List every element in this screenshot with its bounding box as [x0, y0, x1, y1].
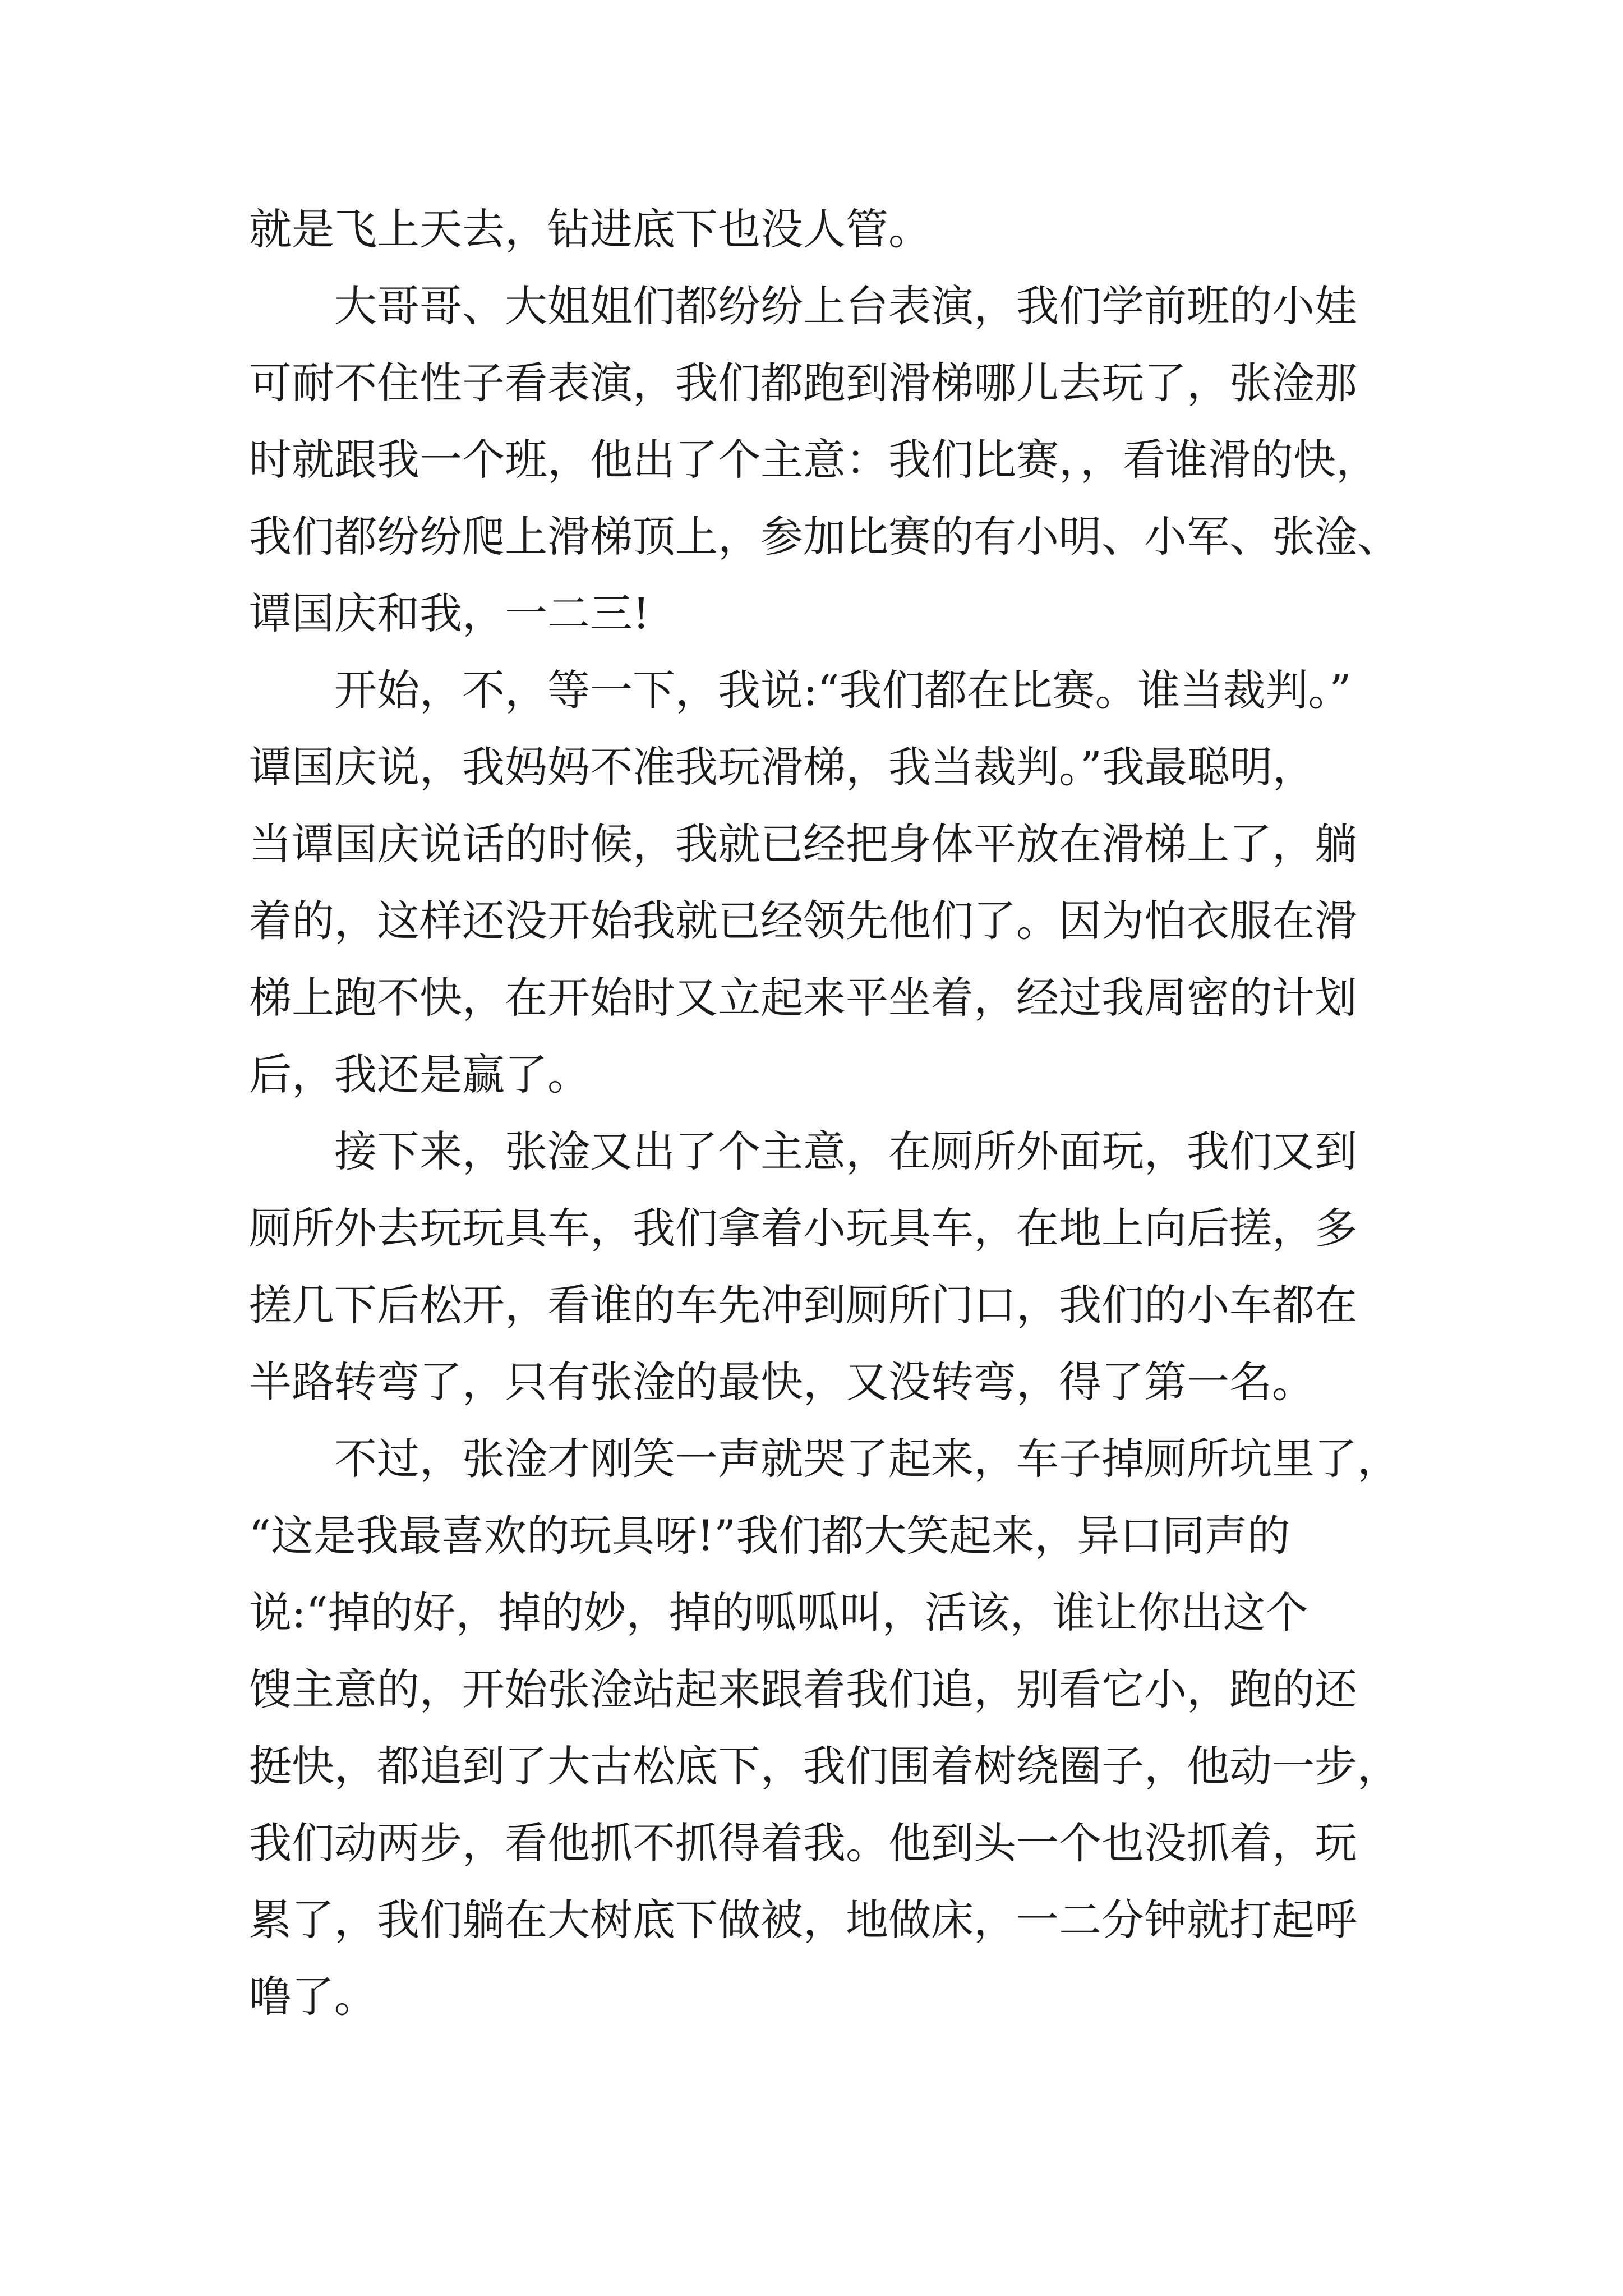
text-line: 大哥哥、大姐姐们都纷纷上台表演，我们学前班的小娃 — [334, 281, 1357, 331]
text-line: 馊主意的，开始张淦站起来跟着我们追，别看它小，跑的还 — [249, 1664, 1357, 1714]
text-line: 累了，我们躺在大树底下做被，地做床，一二分钟就打起呼 — [249, 1895, 1357, 1945]
body-text — [249, 191, 1432, 2035]
text-line: “这是我最喜欢的玩具呀!”我们都大笑起来，异口同声的 — [249, 1511, 1290, 1561]
text-line: 时就跟我一个班，他出了个主意：我们比赛，，看谁滑的快， — [249, 435, 1378, 485]
text-line: 我们动两步，看他抓不抓得着我。他到头一个也没抓着，玩 — [249, 1818, 1357, 1868]
text-line: 我们都纷纷爬上滑梯顶上，参加比赛的有小明、小军、张淦、 — [249, 512, 1400, 562]
text-line: 半路转弯了，只有张淦的最快，又没转弯，得了第一名。 — [249, 1357, 1315, 1407]
text-line: 说:“掉的好，掉的妙，掉的呱呱叫，活该，谁让你出这个 — [249, 1588, 1308, 1637]
text-line: 就是飞上天去，钻进底下也没人管。 — [249, 204, 931, 254]
text-line: 厕所外去玩玩具车，我们拿着小玩具车，在地上向后搓，多 — [249, 1203, 1357, 1253]
text-line: 谭国庆和我，一二三! — [249, 588, 650, 638]
text-line: 谭国庆说，我妈妈不准我玩滑梯，我当裁判。”我最聪明， — [249, 742, 1315, 792]
text-line: 着的，这样还没开始我就已经领先他们了。因为怕衣服在滑 — [249, 896, 1357, 946]
text-line: 可耐不住性子看表演，我们都跑到滑梯哪儿去玩了，张淦那 — [249, 358, 1357, 408]
text-line: 接下来，张淦又出了个主意，在厕所外面玩，我们又到 — [334, 1126, 1357, 1176]
text-line: 搓几下后松开，看谁的车先冲到厕所门口，我们的小车都在 — [249, 1280, 1357, 1330]
text-line: 后，我还是赢了。 — [249, 1050, 590, 1099]
text-line: 梯上跑不快，在开始时又立起来平坐着，经过我周密的计划 — [249, 973, 1357, 1023]
text-line: 当谭国庆说话的时候，我就已经把身体平放在滑梯上了，躺 — [249, 819, 1357, 869]
text-line: 不过，张淦才刚笑一声就哭了起来，车子掉厕所坑里了， — [334, 1434, 1400, 1484]
text-line: 开始，不，等一下，我说:“我们都在比赛。谁当裁判。” — [334, 665, 1352, 715]
text-line: 噜了。 — [249, 1972, 377, 2022]
text-line: 挺快，都追到了大古松底下，我们围着树绕圈子，他动一步， — [249, 1741, 1400, 1791]
